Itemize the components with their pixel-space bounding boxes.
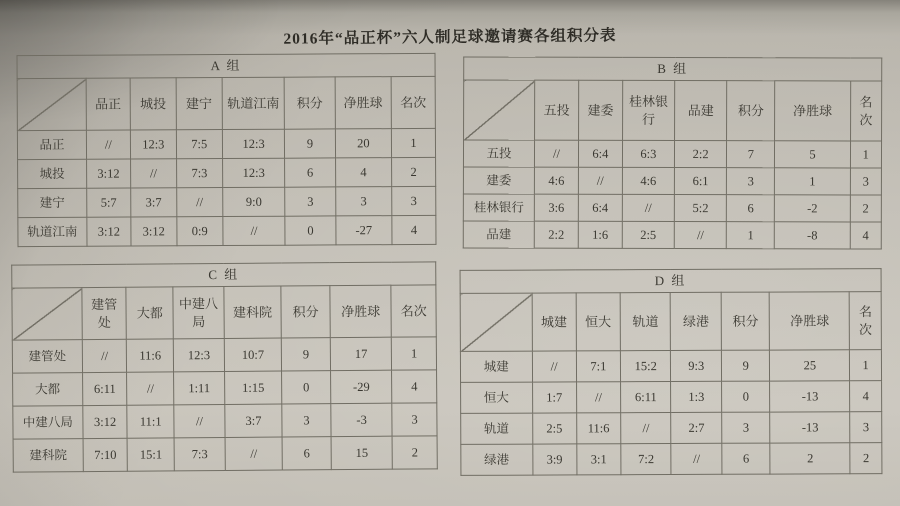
score-cell: 10:7 xyxy=(224,338,281,371)
rank-cell: 2 xyxy=(850,443,882,474)
points-header: 积分 xyxy=(285,77,335,129)
goal-diff-header: 净胜球 xyxy=(775,81,850,141)
points-header: 积分 xyxy=(721,292,770,350)
points-cell: 0 xyxy=(282,371,331,404)
score-cell: // xyxy=(127,372,174,405)
table-row xyxy=(463,167,881,195)
goal-diff-cell: -2 xyxy=(775,195,850,222)
rank-cell: 4 xyxy=(850,222,881,249)
rank-cell: 1 xyxy=(850,350,882,381)
group-title: C 组 xyxy=(12,262,436,288)
rank-header: 名次 xyxy=(391,76,435,128)
score-cell: 9:3 xyxy=(671,350,722,381)
score-cell: 3:1 xyxy=(577,444,621,475)
score-cell: 2:5 xyxy=(622,221,674,248)
group-title: A 组 xyxy=(17,53,435,78)
score-cell: 3:12 xyxy=(87,159,131,188)
goal-diff-cell: -13 xyxy=(770,381,850,412)
rank-cell: 3 xyxy=(392,403,437,436)
score-cell: 3:12 xyxy=(131,217,177,246)
table-row xyxy=(461,381,882,414)
diagonal-corner-cell xyxy=(12,288,82,341)
rank-header: 名次 xyxy=(850,81,882,141)
score-cell: 4:6 xyxy=(622,167,674,194)
team-name-cell: 品建 xyxy=(463,221,534,248)
team-name-cell: 城建 xyxy=(460,351,532,382)
rank-cell: 4 xyxy=(392,215,436,244)
points-cell: 3 xyxy=(722,412,771,443)
table-row xyxy=(13,403,437,439)
score-cell: 7:2 xyxy=(621,443,672,474)
diagonal-corner-cell xyxy=(17,78,86,130)
score-cell: 0:9 xyxy=(177,217,223,246)
score-cell: // xyxy=(82,339,127,372)
rank-header: 名次 xyxy=(850,292,882,350)
team-name-cell: 中建八局 xyxy=(13,406,83,440)
table-row xyxy=(18,215,436,246)
rank-cell: 4 xyxy=(850,381,882,412)
rank-cell: 2 xyxy=(392,436,437,469)
table-row xyxy=(463,194,881,222)
team-name-cell: 建宁 xyxy=(18,188,87,217)
points-cell: 6 xyxy=(285,158,335,187)
table-row xyxy=(461,443,882,476)
team-name-cell: 建管处 xyxy=(12,340,82,374)
score-cell: 1:11 xyxy=(174,372,225,405)
points-cell: 1 xyxy=(727,222,775,249)
goal-diff-cell: 17 xyxy=(330,337,392,370)
score-cell: // xyxy=(86,130,130,159)
table-row xyxy=(463,221,881,249)
group-c-standings-table xyxy=(11,261,438,472)
score-cell: 3:6 xyxy=(534,194,578,221)
team-column-header: 品正 xyxy=(86,78,130,130)
team-column-header: 五投 xyxy=(535,80,579,140)
score-cell: // xyxy=(532,351,576,382)
score-cell: 12:3 xyxy=(130,130,176,159)
goal-diff-cell: -29 xyxy=(330,370,392,403)
score-cell: 3:12 xyxy=(83,405,128,438)
points-cell: 9 xyxy=(721,350,770,381)
points-header: 积分 xyxy=(281,286,330,338)
score-cell: 1:6 xyxy=(578,221,622,248)
score-cell: 1:15 xyxy=(225,371,282,404)
points-cell: 9 xyxy=(281,338,330,371)
score-cell: 5:2 xyxy=(674,195,726,222)
table-row xyxy=(18,186,436,217)
score-cell: 6:4 xyxy=(578,194,622,221)
table-row xyxy=(460,350,881,383)
score-cell: 3:9 xyxy=(532,444,576,475)
team-name-cell: 恒大 xyxy=(461,382,533,413)
goal-diff-cell: -3 xyxy=(331,403,393,436)
rank-cell: 1 xyxy=(392,337,437,370)
score-cell: // xyxy=(174,404,225,437)
score-cell: 6:1 xyxy=(674,168,726,195)
team-name-cell: 轨道江南 xyxy=(18,217,87,246)
score-cell: // xyxy=(225,437,282,470)
goal-diff-cell: -8 xyxy=(775,222,850,249)
table-row xyxy=(12,337,436,373)
rank-cell: 3 xyxy=(850,168,881,195)
team-column-header: 城建 xyxy=(532,293,576,351)
team-column-header: 中建八局 xyxy=(173,287,224,339)
score-cell: 7:10 xyxy=(83,438,128,471)
team-column-header: 建科院 xyxy=(224,286,282,338)
points-cell: 0 xyxy=(722,381,771,412)
team-name-cell: 五投 xyxy=(463,140,534,167)
group-title: B 组 xyxy=(464,57,882,81)
score-cell: 15:1 xyxy=(128,438,175,471)
score-cell: // xyxy=(621,412,672,443)
group-title: D 组 xyxy=(460,269,881,294)
team-name-cell: 桂林银行 xyxy=(463,194,534,221)
goal-diff-header: 净胜球 xyxy=(770,292,850,350)
points-cell: 9 xyxy=(285,129,335,158)
score-cell: 1:7 xyxy=(532,382,576,413)
team-name-cell: 轨道 xyxy=(461,413,533,444)
team-column-header: 绿港 xyxy=(671,292,722,350)
score-cell: 12:3 xyxy=(173,339,224,372)
points-cell: 7 xyxy=(727,141,775,168)
rank-cell: 3 xyxy=(392,186,436,215)
goal-diff-header: 净胜球 xyxy=(335,77,392,129)
team-name-cell: 城投 xyxy=(18,159,87,188)
goal-diff-cell: 25 xyxy=(770,350,850,381)
points-cell: 3 xyxy=(285,187,335,216)
points-cell: 3 xyxy=(282,404,331,437)
page-title: 2016年“品正杯”六人制足球邀请赛各组积分表 xyxy=(283,27,617,48)
score-cell: // xyxy=(223,216,286,245)
team-column-header: 城投 xyxy=(130,78,176,130)
score-cell: 11:1 xyxy=(127,405,174,438)
rank-cell: 3 xyxy=(850,412,882,443)
score-cell: 7:1 xyxy=(576,351,620,382)
score-cell: 12:3 xyxy=(222,129,285,158)
score-cell: 2:2 xyxy=(675,141,727,168)
goal-diff-header: 净胜球 xyxy=(330,285,392,337)
goal-diff-cell: -13 xyxy=(770,412,850,443)
score-cell: 15:2 xyxy=(620,351,671,382)
points-cell: 3 xyxy=(727,168,775,195)
score-cell: 7:5 xyxy=(176,130,222,159)
score-cell: 2:7 xyxy=(671,412,722,443)
group-d-standings-table xyxy=(460,268,883,476)
diagonal-corner-cell xyxy=(460,293,532,351)
rank-cell: 4 xyxy=(392,370,437,403)
goal-diff-cell: 3 xyxy=(335,187,392,216)
score-cell: // xyxy=(578,167,622,194)
team-column-header: 轨道 xyxy=(620,293,671,351)
score-cell: 6:11 xyxy=(621,381,672,412)
goal-diff-cell: 2 xyxy=(770,443,850,474)
team-column-header: 轨道江南 xyxy=(222,77,285,129)
score-cell: 6:4 xyxy=(578,140,622,167)
score-cell: 12:3 xyxy=(222,158,285,187)
score-cell: 3:7 xyxy=(131,188,177,217)
table-row xyxy=(461,412,882,445)
score-cell: 2:5 xyxy=(532,413,576,444)
score-cell: // xyxy=(130,159,176,188)
rank-header: 名次 xyxy=(391,285,436,337)
team-column-header: 建管处 xyxy=(82,287,127,339)
diagonal-corner-cell xyxy=(464,80,535,140)
score-cell: // xyxy=(622,194,674,221)
score-cell: 4:6 xyxy=(534,167,578,194)
team-name-cell: 建科院 xyxy=(13,439,83,473)
rank-cell: 1 xyxy=(391,128,435,157)
goal-diff-cell: 4 xyxy=(335,158,392,187)
team-name-cell: 品正 xyxy=(17,130,86,159)
table-row xyxy=(13,436,437,472)
score-cell: 11:6 xyxy=(127,339,174,372)
team-name-cell: 大都 xyxy=(13,373,83,407)
team-column-header: 桂林银行 xyxy=(622,80,674,140)
goal-diff-cell: 20 xyxy=(335,129,392,158)
team-column-header: 恒大 xyxy=(576,293,620,351)
score-cell: // xyxy=(671,443,722,474)
score-cell: // xyxy=(674,222,726,249)
score-cell: 9:0 xyxy=(222,187,285,216)
goal-diff-cell: -27 xyxy=(335,216,392,245)
score-cell: 1:3 xyxy=(671,381,722,412)
score-cell: 3:7 xyxy=(225,404,282,437)
score-cell: 7:3 xyxy=(176,159,222,188)
points-header: 积分 xyxy=(727,81,775,141)
score-cell: // xyxy=(535,140,579,167)
rank-cell: 2 xyxy=(392,157,436,186)
score-cell: 7:3 xyxy=(174,437,225,470)
rank-cell: 1 xyxy=(850,141,881,168)
points-cell: 6 xyxy=(727,195,775,222)
score-cell: 2:2 xyxy=(534,221,578,248)
group-a-standings-table xyxy=(17,53,437,247)
team-column-header: 品建 xyxy=(675,81,727,141)
points-cell: 6 xyxy=(282,437,331,470)
points-cell: 6 xyxy=(722,443,771,474)
rank-cell: 2 xyxy=(850,195,881,222)
points-cell: 0 xyxy=(285,216,335,245)
score-cell: // xyxy=(576,382,620,413)
goal-diff-cell: 1 xyxy=(775,168,850,195)
score-cell: 5:7 xyxy=(87,188,131,217)
table-row xyxy=(463,140,881,168)
score-cell: 6:3 xyxy=(622,140,674,167)
table-row xyxy=(17,128,435,159)
score-cell: // xyxy=(177,188,223,217)
table-row xyxy=(18,157,436,188)
score-cell: 11:6 xyxy=(576,413,620,444)
team-name-cell: 建委 xyxy=(463,167,534,194)
team-column-header: 建委 xyxy=(578,80,622,140)
team-column-header: 建宁 xyxy=(176,78,222,130)
team-name-cell: 绿港 xyxy=(461,444,533,475)
score-cell: 6:11 xyxy=(82,372,127,405)
goal-diff-cell: 5 xyxy=(775,141,850,168)
goal-diff-cell: 15 xyxy=(331,436,393,469)
group-b-standings-table xyxy=(463,56,883,249)
score-cell: 3:12 xyxy=(87,217,131,246)
team-column-header: 大都 xyxy=(126,287,173,339)
table-row xyxy=(13,370,437,406)
